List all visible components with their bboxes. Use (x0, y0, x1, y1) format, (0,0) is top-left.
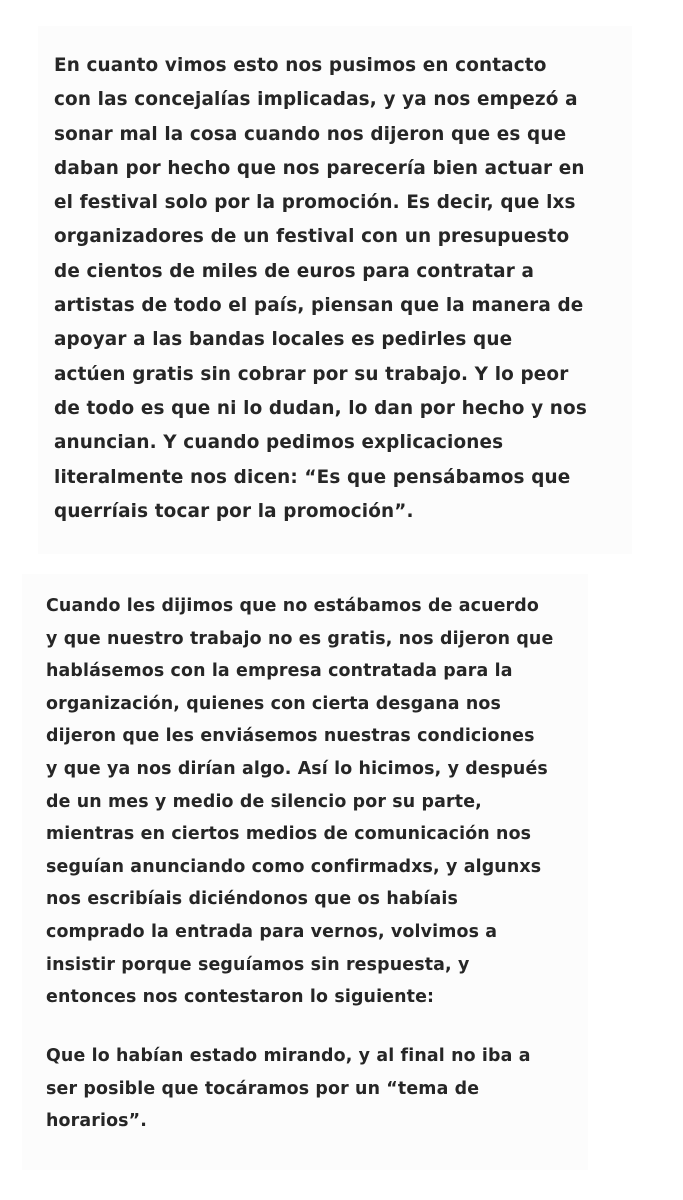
paragraph-schedule-reason: Que lo habían estado mirando, y al final no iba a ser posible que tocáramos por un “tema de horarios”. (46, 1046, 531, 1132)
paragraph-company-response: Cuando les dijimos que no estábamos de acuerdo y que nuestro trabajo no es gratis, nos dijeron que hablásemos con la empresa contratada para la organización, quienes con cierta desgana nos dijeron que les enviásemos nuestras condiciones y que ya nos dirían algo. Así lo hicimos, y después de un mes y medio de silencio por su parte, mientras en ciertos medios de comunicación nos seguían anunciando como confirmadxs, y algunxs nos escribíais diciéndonos que os habíais comprado la entrada para vernos, volvimos a insistir porque seguíamos sin respuesta, y entonces nos contestaron lo siguiente: (46, 596, 554, 1008)
text-panel-top (38, 26, 632, 554)
text-panel-bottom (22, 574, 588, 1170)
paragraph-contact-councils: En cuanto vimos esto nos pusimos en contacto con las concejalías implicadas, y ya nos empezó a sonar mal la cosa cuando nos dijeron que es que daban por hecho que nos parecería bien actuar en el festival solo por la promoción. Es decir, que lxs organizadores de un festival con un presupuesto de cientos de miles de euros para contratar a artistas de todo el país, piensan que la manera de apoyar a las bandas locales es pedirles que actúen gratis sin cobrar por su trabajo. Y lo peor de todo es que ni lo dudan, lo dan por hecho y nos anuncian. Y cuando pedimos explicaciones literalmente nos dicen: “Es que pensábamos que querríais tocar por la promoción”. (54, 55, 587, 522)
